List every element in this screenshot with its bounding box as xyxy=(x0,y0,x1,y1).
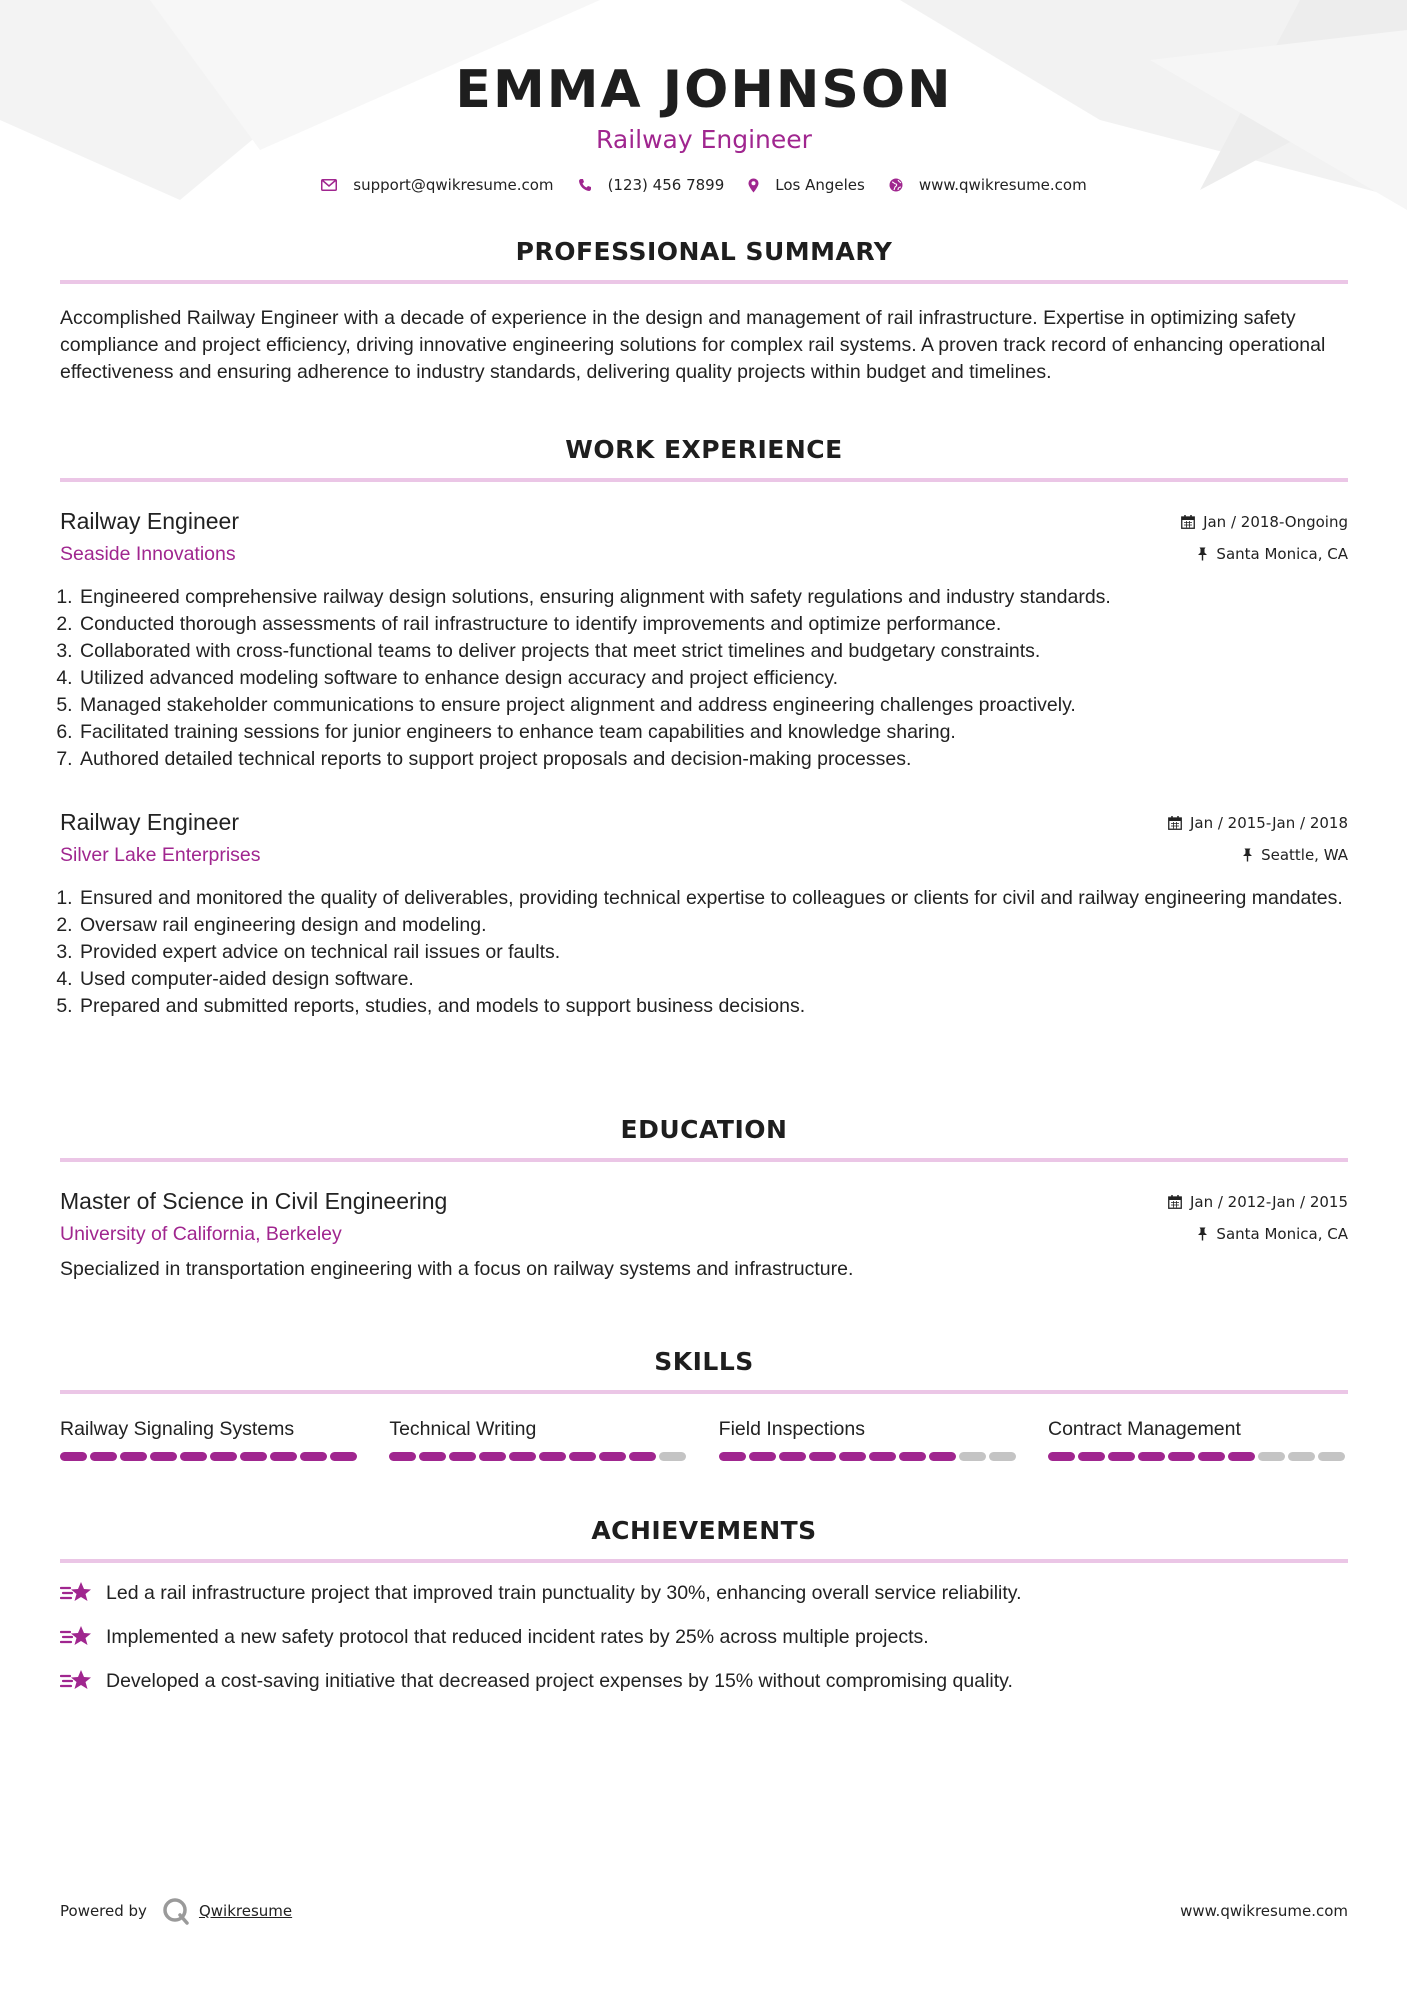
skill-segment-filled xyxy=(1078,1452,1105,1461)
pushpin-icon xyxy=(1242,848,1253,862)
summary-section xyxy=(60,236,1348,386)
skill-segment-filled xyxy=(1138,1452,1165,1461)
job-entry xyxy=(60,506,1348,773)
skill-segment-filled xyxy=(120,1452,147,1461)
education-location xyxy=(1168,1218,1348,1250)
skill-segment-filled xyxy=(330,1452,357,1461)
calendar-icon xyxy=(1168,816,1182,830)
bullet-item: 5. Managed stakeholder communications to ensure project alignment and address engineering challenges proactively. xyxy=(78,692,1348,719)
skill-segment-filled xyxy=(569,1452,596,1461)
skill-segment-filled xyxy=(749,1452,776,1461)
skill-segment-filled xyxy=(210,1452,237,1461)
qwikresume-link[interactable]: Qwikresume xyxy=(198,1902,293,1920)
candidate-role: Railway Engineer xyxy=(596,125,812,154)
skill-segment-filled xyxy=(479,1452,506,1461)
skill-segment-filled xyxy=(1108,1452,1135,1461)
company-name: Silver Lake Enterprises xyxy=(60,844,261,866)
footer-website[interactable]: www.qwikresume.com xyxy=(1180,1902,1348,1920)
achievements-section xyxy=(60,1515,1348,1695)
education-entry xyxy=(60,1186,1348,1283)
contact-website[interactable] xyxy=(889,176,1087,194)
calendar-icon xyxy=(1181,515,1195,529)
resume-header xyxy=(60,0,1348,194)
degree-title: Master of Science in Civil Engineering xyxy=(60,1188,448,1214)
achievement-item xyxy=(60,1623,1348,1651)
education-section xyxy=(60,1114,1348,1162)
section-divider xyxy=(60,1390,1348,1394)
dates-text: Jan / 2015-Jan / 2018 xyxy=(1189,814,1348,832)
education-dates xyxy=(1168,1186,1348,1218)
location-text: Santa Monica, CA xyxy=(1216,545,1348,563)
summary-heading: PROFESSIONAL SUMMARY xyxy=(515,237,893,266)
skill-segment-filled xyxy=(599,1452,626,1461)
job-bullets xyxy=(60,584,1348,773)
section-divider xyxy=(60,280,1348,284)
skill-level-bar xyxy=(719,1452,1019,1461)
globe-icon xyxy=(889,178,903,192)
contact-phone[interactable] xyxy=(578,176,725,194)
skill-name: Railway Signaling Systems xyxy=(60,1418,295,1440)
summary-text: Accomplished Railway Engineer with a decade of experience in the design and management of rail infrastructure. Expertise in optimizing safety compliance and project efficiency, driving innovative engineering solutions for complex rail systems. A proven track record of enhancing operational effectiveness and ensuring adherence to industry standards, delivering quality projects within budget and timelines. xyxy=(60,307,1326,383)
pushpin-icon xyxy=(1197,1227,1208,1241)
skill-item xyxy=(60,1416,360,1461)
location-text: Seattle, WA xyxy=(1261,846,1348,864)
experience-heading: WORK EXPERIENCE xyxy=(565,435,843,464)
skill-segment-filled xyxy=(869,1452,896,1461)
skill-segment-empty xyxy=(659,1452,686,1461)
bullet-item: 7. Authored detailed technical reports to support project proposals and decision-making processes. xyxy=(78,746,1348,773)
job-bullets xyxy=(60,885,1348,1020)
bullet-item: 2. Oversaw rail engineering design and modeling. xyxy=(78,912,1348,939)
school-name: University of California, Berkeley xyxy=(60,1223,342,1245)
skill-segment-filled xyxy=(389,1452,416,1461)
skill-segment-filled xyxy=(809,1452,836,1461)
achievement-text: Implemented a new safety protocol that reduced incident rates by 25% across multiple projects. xyxy=(106,1625,929,1648)
pushpin-icon xyxy=(1197,547,1208,561)
skill-segment-filled xyxy=(240,1452,267,1461)
achievements-list xyxy=(60,1579,1348,1695)
skill-segment-filled xyxy=(419,1452,446,1461)
bullet-item: 2. Conducted thorough assessments of rail infrastructure to identify improvements and optimize performance. xyxy=(78,611,1348,638)
skills-section xyxy=(60,1346,1348,1461)
skill-segment-filled xyxy=(779,1452,806,1461)
resume-page xyxy=(60,0,1348,1692)
job-entry xyxy=(60,807,1348,1020)
skill-name: Contract Management xyxy=(1047,1418,1241,1440)
job-location xyxy=(1168,839,1348,871)
job-dates xyxy=(1168,807,1348,839)
phone-icon xyxy=(578,178,592,192)
education-description: Specialized in transportation engineering with a focus on railway systems and infrastructure. xyxy=(60,1258,854,1280)
job-title: Railway Engineer xyxy=(60,809,239,835)
envelope-icon xyxy=(321,179,337,191)
skill-segment-filled xyxy=(150,1452,177,1461)
skills-heading: SKILLS xyxy=(654,1347,754,1376)
section-divider xyxy=(60,478,1348,482)
bullet-item: 5. Prepared and submitted reports, studies, and models to support business decisions. xyxy=(78,993,1348,1020)
achievement-text: Developed a cost-saving initiative that decreased project expenses by 15% without compromising quality. xyxy=(106,1669,1013,1692)
skill-segment-filled xyxy=(929,1452,956,1461)
skills-list xyxy=(60,1416,1348,1461)
skill-level-bar xyxy=(60,1452,360,1461)
job-title: Railway Engineer xyxy=(60,508,239,534)
powered-by xyxy=(60,1896,292,1926)
experience-section xyxy=(60,434,1348,482)
achievement-item xyxy=(60,1579,1348,1607)
contact-info xyxy=(60,176,1348,194)
company-name: Seaside Innovations xyxy=(60,543,236,565)
shooting-star-icon xyxy=(60,1667,94,1695)
skill-segment-filled xyxy=(1228,1452,1255,1461)
skill-level-bar xyxy=(1048,1452,1348,1461)
skill-segment-filled xyxy=(509,1452,536,1461)
powered-by-label: Powered by xyxy=(60,1902,147,1920)
bullet-item: 3. Provided expert advice on technical rail issues or faults. xyxy=(78,939,1348,966)
skill-segment-empty xyxy=(989,1452,1016,1461)
skill-segment-empty xyxy=(1318,1452,1345,1461)
website-text: www.qwikresume.com xyxy=(918,176,1087,194)
skill-segment-filled xyxy=(1168,1452,1195,1461)
skill-segment-empty xyxy=(1288,1452,1315,1461)
skill-segment-filled xyxy=(270,1452,297,1461)
skill-segment-filled xyxy=(180,1452,207,1461)
skill-segment-filled xyxy=(300,1452,327,1461)
qwikresume-logo-icon xyxy=(161,1896,191,1926)
skill-name: Technical Writing xyxy=(389,1418,537,1440)
skill-segment-filled xyxy=(1198,1452,1225,1461)
candidate-name: EMMA JOHNSON xyxy=(455,60,953,120)
shooting-star-icon xyxy=(60,1579,94,1607)
achievement-item xyxy=(60,1667,1348,1695)
skill-segment-filled xyxy=(539,1452,566,1461)
map-pin-icon xyxy=(748,178,759,193)
skill-segment-filled xyxy=(1048,1452,1075,1461)
skill-segment-filled xyxy=(60,1452,87,1461)
calendar-icon xyxy=(1168,1195,1182,1209)
section-divider xyxy=(60,1158,1348,1162)
email-text: support@qwikresume.com xyxy=(353,176,554,194)
skill-name: Field Inspections xyxy=(718,1418,865,1440)
skill-segment-empty xyxy=(959,1452,986,1461)
education-heading: EDUCATION xyxy=(620,1115,788,1144)
skill-segment-filled xyxy=(449,1452,476,1461)
skill-item xyxy=(1048,1416,1348,1461)
bullet-item: 6. Facilitated training sessions for junior engineers to enhance team capabilities and knowledge sharing. xyxy=(78,719,1348,746)
dates-text: Jan / 2012-Jan / 2015 xyxy=(1189,1193,1348,1211)
job-location xyxy=(1181,538,1348,570)
contact-email[interactable] xyxy=(321,176,553,194)
skill-segment-filled xyxy=(839,1452,866,1461)
bullet-item: 4. Used computer-aided design software. xyxy=(78,966,1348,993)
location-text: Los Angeles xyxy=(775,176,865,194)
skill-level-bar xyxy=(389,1452,689,1461)
skill-segment-filled xyxy=(719,1452,746,1461)
page-footer xyxy=(60,1896,1348,1926)
bullet-item: 3. Collaborated with cross-functional teams to deliver projects that meet strict timelines and budgetary constraints. xyxy=(78,638,1348,665)
dates-text: Jan / 2018-Ongoing xyxy=(1203,513,1348,531)
achievement-text: Led a rail infrastructure project that improved train punctuality by 30%, enhancing overall service reliability. xyxy=(106,1581,1022,1604)
job-dates xyxy=(1181,506,1348,538)
skill-segment-filled xyxy=(899,1452,926,1461)
contact-location xyxy=(748,176,865,194)
bullet-item: 4. Utilized advanced modeling software to enhance design accuracy and project efficiency. xyxy=(78,665,1348,692)
skill-segment-filled xyxy=(629,1452,656,1461)
skill-item xyxy=(719,1416,1019,1461)
bullet-item: 1. Ensured and monitored the quality of deliverables, providing technical expertise to colleagues or clients for civil and railway engineering mandates. xyxy=(78,885,1348,912)
skill-segment-filled xyxy=(90,1452,117,1461)
bullet-item: 1. Engineered comprehensive railway design solutions, ensuring alignment with safety regulations and industry standards. xyxy=(78,584,1348,611)
skill-item xyxy=(389,1416,689,1461)
location-text: Santa Monica, CA xyxy=(1216,1225,1348,1243)
achievements-heading: ACHIEVEMENTS xyxy=(591,1516,817,1545)
phone-text: (123) 456 7899 xyxy=(607,176,725,194)
shooting-star-icon xyxy=(60,1623,94,1651)
skill-segment-empty xyxy=(1258,1452,1285,1461)
section-divider xyxy=(60,1559,1348,1563)
